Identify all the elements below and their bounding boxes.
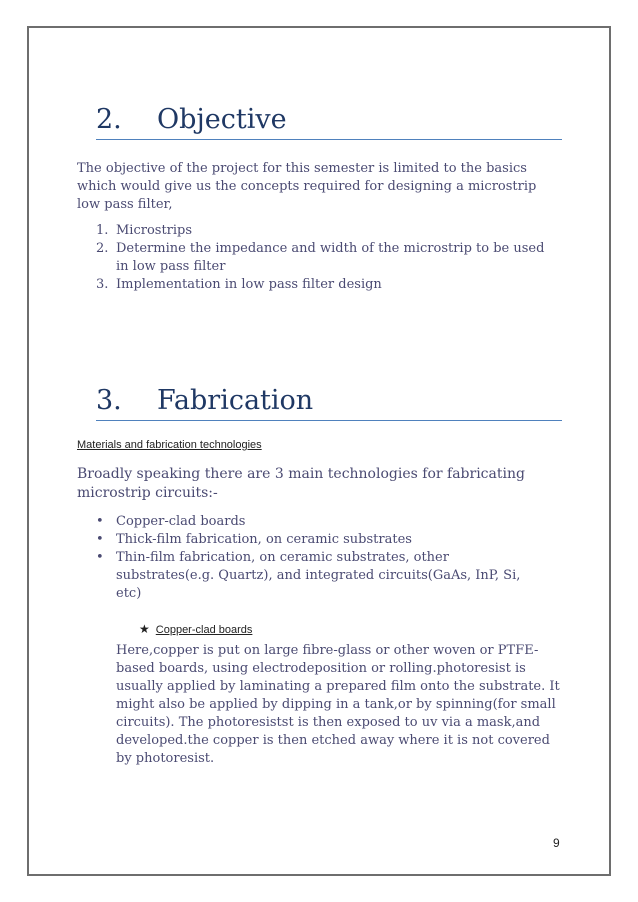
list-item-text: Determine the impedance and width of the microstrip to be used in low pass filter: [116, 241, 545, 274]
list-item: [96, 549, 546, 603]
list-item-text: Thin-film fabrication, on ceramic substrates, other substrates(e.g. Quartz), and integrated circuits(GaAs, InP, Si, etc): [116, 550, 521, 601]
objective-title: Objective: [157, 104, 287, 135]
copper-clad-paragraph: Here,copper is put on large fibre-glass or other woven or PTFE-based boards, using electrodeposition or rolling.photoresist is usually applied by laminating a prepared film onto the substrate. It might also be applied by dipping in a tank,or by spinning(for small circuits). The photoresistst is then exposed to uv via a mask,and developed.the copper is then etched away where it is not covered by photoresist.: [116, 643, 560, 766]
fabrication-number: 3.: [96, 385, 122, 416]
bullet-icon: •: [96, 550, 104, 565]
list-item: [96, 276, 554, 294]
copper-clad-label: Copper-clad boards: [155, 624, 253, 636]
bullet-icon: •: [96, 514, 104, 529]
list-item-text: Microstrips: [116, 223, 193, 238]
objective-heading: [96, 104, 562, 140]
list-item: [96, 513, 546, 531]
list-item-text: Copper-clad boards: [116, 514, 246, 529]
list-marker: 1.: [96, 223, 109, 238]
materials-subheading: Materials and fabrication technologies: [77, 439, 262, 451]
objective-paragraph: The objective of the project for this semester is limited to the basics which would give us the concepts required for designing a microstrip low pass filter,: [77, 161, 537, 212]
fabrication-intro: Broadly speaking there are 3 main technologies for fabricating microstrip circuits:-: [77, 466, 525, 501]
bullet-icon: •: [96, 532, 104, 547]
fabrication-bullet-list: [96, 513, 546, 603]
copper-clad-subheading: [139, 622, 252, 636]
list-marker: 2.: [96, 241, 109, 256]
list-item: [96, 240, 554, 276]
fabrication-heading: [96, 385, 562, 421]
list-item-text: Thick-film fabrication, on ceramic substrates: [116, 532, 412, 547]
list-item-text: Implementation in low pass filter design: [116, 277, 382, 292]
star-icon: ★: [139, 622, 150, 636]
list-item: [96, 222, 554, 240]
objective-number: 2.: [96, 104, 122, 135]
list-marker: 3.: [96, 277, 109, 292]
list-item: [96, 531, 546, 549]
page-number: 9: [553, 836, 560, 850]
fabrication-title: Fabrication: [157, 385, 314, 416]
objective-list: [96, 222, 554, 294]
